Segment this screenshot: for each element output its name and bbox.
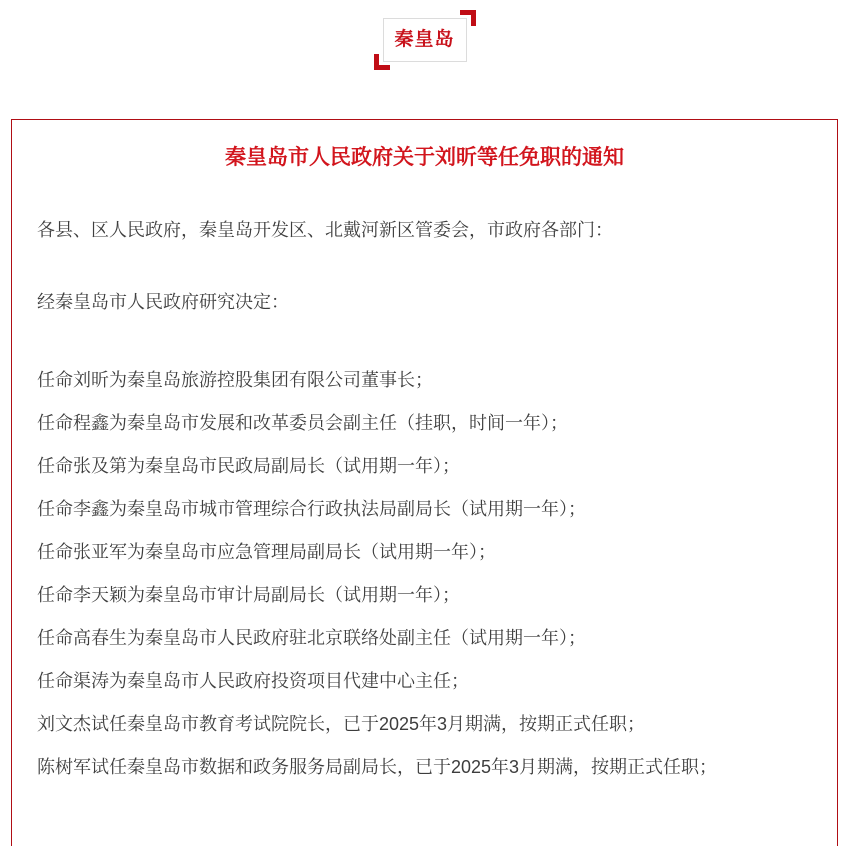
notice-box (11, 119, 838, 846)
logo-text: 秦皇岛 (383, 18, 467, 62)
intro-line: 经秦皇岛市人民政府研究决定： (37, 292, 289, 312)
appointment-item: 任命刘昕为秦皇岛旅游控股集团有限公司董事长； (37, 370, 433, 390)
appointment-item: 任命张及第为秦皇岛市民政局副局长（试用期一年）； (37, 456, 460, 476)
notice-title: 秦皇岛市人民政府关于刘昕等任免职的通知 (225, 146, 624, 169)
logo-corner-bottom-left-icon (374, 54, 390, 70)
site-logo (383, 18, 467, 62)
appointment-item: 陈树军试任秦皇岛市数据和政务服务局副局长，已于2025年3月期满，按期正式任职； (37, 757, 718, 777)
article-page (0, 18, 849, 846)
appointment-item: 任命李天颖为秦皇岛市审计局副局长（试用期一年）； (37, 585, 460, 605)
appointment-item: 任命张亚军为秦皇岛市应急管理局副局长（试用期一年）； (37, 542, 496, 562)
appointment-item: 任命程鑫为秦皇岛市发展和改革委员会副主任（挂职，时间一年）； (37, 413, 568, 433)
logo-corner-top-right-icon (460, 10, 476, 26)
appointment-item: 任命渠涛为秦皇岛市人民政府投资项目代建中心主任； (37, 671, 469, 691)
appointment-list (37, 360, 812, 787)
appointment-item: 任命李鑫为秦皇岛市城市管理综合行政执法局副局长（试用期一年）； (37, 499, 586, 519)
appointment-item: 任命高春生为秦皇岛市人民政府驻北京联络处副主任（试用期一年）； (37, 628, 586, 648)
appointment-item: 刘文杰试任秦皇岛市教育考试院院长，已于2025年3月期满，按期正式任职； (37, 714, 646, 734)
salutation-line: 各县、区人民政府，秦皇岛开发区、北戴河新区管委会，市政府各部门： (37, 220, 613, 240)
